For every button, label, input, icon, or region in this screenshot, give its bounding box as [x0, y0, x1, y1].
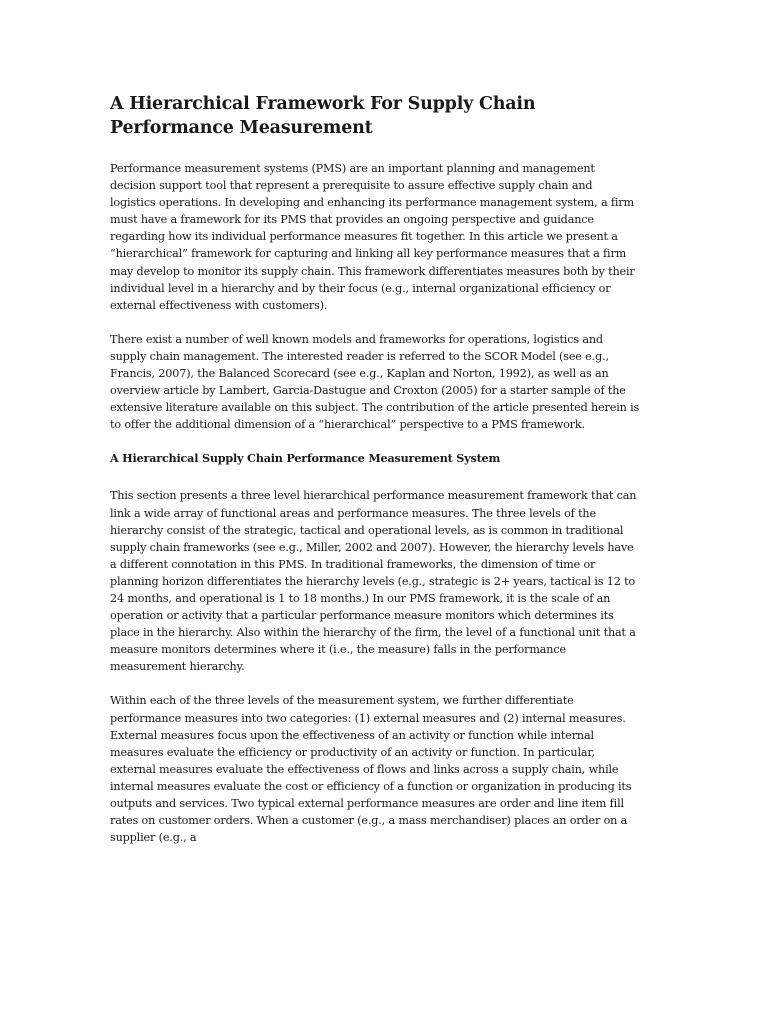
section-paragraph-2: Within each of the three levels of the measurement system, we further differentiate performance measures into two categories: (1) external measures and (2) internal measures. External measures focus upon the effectiveness of an activity or function while internal measures evaluate the efficiency or productivity of an activity or function. In particular, external measures evaluate the effectiveness of flows and links across a supply chain, while internal measures evaluate the cost or efficiency of a function or organization in producing its outputs and services. Two typical external performance measures are order and line item fill rates on customer orders. When a customer (e.g., a mass merchandiser) places an order on a supplier (e.g., a — [110, 694, 632, 845]
document-page — [110, 92, 640, 863]
intro-paragraph-2: There exist a number of well known models and frameworks for operations, logistics and supply chain management. The interested reader is referred to the SCOR Model (see e.g., Francis, 2007), the Balanced Scorecard (see e.g., Kaplan and Norton, 1992), as well as an overview article by Lambert, Garcia-Dastugue and Croxton (2005) for a starter sample of the extensive literature available on this subject. The contribution of the article presented herein is to offer the additional dimension of a “hierarchical” perspective to a PMS framework. — [110, 332, 640, 432]
document-title: A Hierarchical Framework For Supply Chain Performance Measurement — [110, 94, 536, 138]
intro-paragraph-1: Performance measurement systems (PMS) are an important planning and management decision support tool that represent a prerequisite to assure effective supply chain and logistics operations. In developing and enhancing its performance management system, a firm must have a framework for its PMS that provides an ongoing perspective and guidance regarding how its individual performance measures fit together. In this article we present a “hierarchical” framework for capturing and linking all key performance measures that a firm may develop to monitor its supply chain. This framework differentiates measures both by their individual level in a hierarchy and by their focus (e.g., internal organizational efficiency or external effectiveness with customers). — [110, 162, 635, 312]
section-paragraph-1: This section presents a three level hierarchical performance measurement framework that can link a wide array of functional areas and performance measures. The three levels of the hierarchy consist of the strategic, tactical and operational levels, as is common in traditional supply chain frameworks (see e.g., Miller, 2002 and 2007). However, the hierarchy levels have a different connotation in this PMS. In traditional frameworks, the dimension of time or planning horizon differentiates the hierarchy levels (e.g., strategic is 2+ years, tactical is 12 to 24 months, and operational is 1 to 18 months.) In our PMS framework, it is the scale of an operation or activity that a particular performance measure monitors which determines its place in the hierarchy. Also within the hierarchy of the firm, the level of a functional unit that a measure monitors determines where it (i.e., the measure) falls in the performance measurement hierarchy. — [110, 489, 637, 674]
section-heading: A Hierarchical Supply Chain Performance Measurement System — [110, 451, 501, 466]
